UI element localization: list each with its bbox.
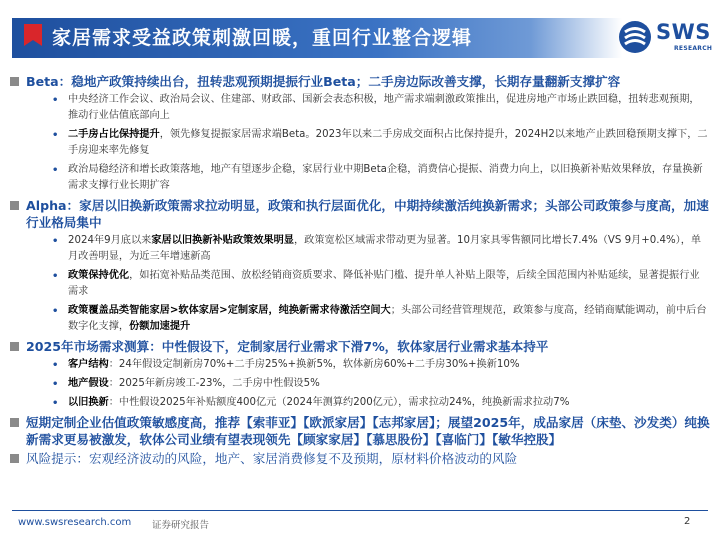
section-heading: Beta：稳地产政策持续出台，扭转悲观预期提振行业Beta；二手房边际改善支撑，长期存量翻新支撑扩容 (26, 74, 621, 89)
bullet-item (8, 233, 714, 265)
bullet-bold: 以旧换新 (68, 397, 109, 408)
bullet-bold: 地产假设 (68, 378, 109, 389)
bullet-item (8, 395, 714, 411)
sws-logo (618, 18, 716, 60)
bullet-item (8, 303, 714, 335)
section-heading: 2025年市场需求测算：中性假设下，定制家居行业需求下滑7%，软体家居行业需求基本持平 (26, 339, 549, 354)
square-bullet-icon (10, 418, 19, 427)
bullet-bold: 政策覆盖品类智能家居>软体家居>定制家居，纯换新需求待激活空间大 (68, 305, 391, 316)
page-title: 家居需求受益政策刺激回暖，重回行业整合逻辑 (52, 27, 473, 49)
dot-bullet-icon: • (52, 165, 59, 176)
bullet-prefix: 2024年9月底以来 (68, 235, 152, 246)
bullet-text: ，领先修复提振家居需求端Beta。2023年以来二手房成交面积占比保持提升，2024H2以来地产止跌回稳预期支撑下，二手房迎来率先修复 (68, 129, 708, 156)
bullet-text: ，如拓宽补贴品类范围、放松经销商资质要求、降低补贴门槛、提升单人补贴上限等，后续全国范围内补贴延续，显著提振行业需求 (68, 270, 700, 297)
bullet-text: ；头部公司经营管理规范，政策参与度高，经销商赋能调动，前中后台数字化支撑， (68, 305, 707, 332)
footer-label: 证券研究报告 (152, 520, 210, 531)
logo-subtext: RESEARCH (674, 45, 713, 52)
dot-bullet-icon: • (52, 130, 59, 141)
bullet-item (8, 376, 714, 392)
section-risk (8, 450, 714, 467)
dot-bullet-icon: • (52, 306, 59, 317)
logo-text: SWS (656, 20, 711, 44)
dot-bullet-icon: • (52, 379, 59, 390)
footer-divider (12, 510, 708, 511)
square-bullet-icon (10, 77, 19, 86)
section-heading: 风险提示：宏观经济波动的风险，地产、家居消费修复不及预期，原材料价格波动的风险 (26, 451, 518, 466)
red-flag-icon (22, 22, 44, 52)
bullet-text: 政治局稳经济和增长政策落地，地产有望逐步企稳，家居行业中期Beta企稳，消费信心提振、消费力向上，以旧换新补贴效果释放，存量换新需求支撑行业长期扩容 (68, 164, 703, 191)
section-heading: Alpha：家居以旧换新政策需求拉动明显，政策和执行层面优化，中期持续激活纯换新需求；头部公司政策参与度高，加速行业格局集中 (26, 198, 709, 230)
bullet-text: ：24年假设定制新房70%+二手房25%+换新5%，软体新房60%+二手房30%+换新10% (108, 359, 520, 370)
dot-bullet-icon: • (52, 236, 59, 247)
bullet-bold: 客户结构 (68, 359, 109, 370)
bullet-item (8, 162, 714, 194)
bullet-item (8, 92, 714, 124)
bullet-bold: 二手房占比保持提升 (68, 129, 160, 140)
section-heading: 短期定制企业估值政策敏感度高，推荐【索菲亚】【欧派家居】【志邦家居】；展望2025年，成品家居（床垫、沙发类）纯换新需求更易被激发，软体公司业绩有望表现领先【顾家家居】【慕思股份】【喜临门】【敏华控股】 (26, 415, 710, 447)
bullet-text: ：中性假设2025年补贴额度400亿元（2024年测算约200亿元），需求拉动24%，纯换新需求拉动7% (108, 397, 570, 408)
dot-bullet-icon: • (52, 360, 59, 371)
bullet-item (8, 127, 714, 159)
page-number: 2 (684, 516, 691, 527)
section-demand-estimate (8, 338, 714, 355)
section-alpha (8, 197, 714, 231)
bullet-bold: 家居以旧换新补贴政策效果明显 (151, 235, 294, 246)
bullet-item (8, 357, 714, 373)
bullet-bold: 政策保持优化 (68, 270, 130, 281)
square-bullet-icon (10, 454, 19, 463)
square-bullet-icon (10, 201, 19, 210)
sws-logo-icon (618, 20, 652, 54)
square-bullet-icon (10, 342, 19, 351)
dot-bullet-icon: • (52, 271, 59, 282)
footer-url: www.swsresearch.com (18, 517, 132, 528)
bullet-text: ，政策宽松区域需求带动更为显著。10月家具零售额同比增长7.4%（VS 9月+0.4%），单月改善明显，为近三年增速新高 (68, 235, 702, 262)
bullet-text: ：2025年新房竣工-23%，二手房中性假设5% (108, 378, 320, 389)
slide-content (8, 73, 714, 469)
section-beta (8, 73, 714, 90)
bullet-text: 中央经济工作会议、政治局会议、住建部、财政部、国新会表态积极，地产需求端刺激政策推出，促进房地产市场止跌回稳，扭转悲观预期，推动行业估值底部向上 (68, 94, 700, 121)
dot-bullet-icon: • (52, 398, 59, 409)
dot-bullet-icon: • (52, 95, 59, 106)
bullet-bold-tail: 份额加速提升 (129, 321, 191, 332)
section-recommendation (8, 414, 714, 448)
bullet-item (8, 268, 714, 300)
